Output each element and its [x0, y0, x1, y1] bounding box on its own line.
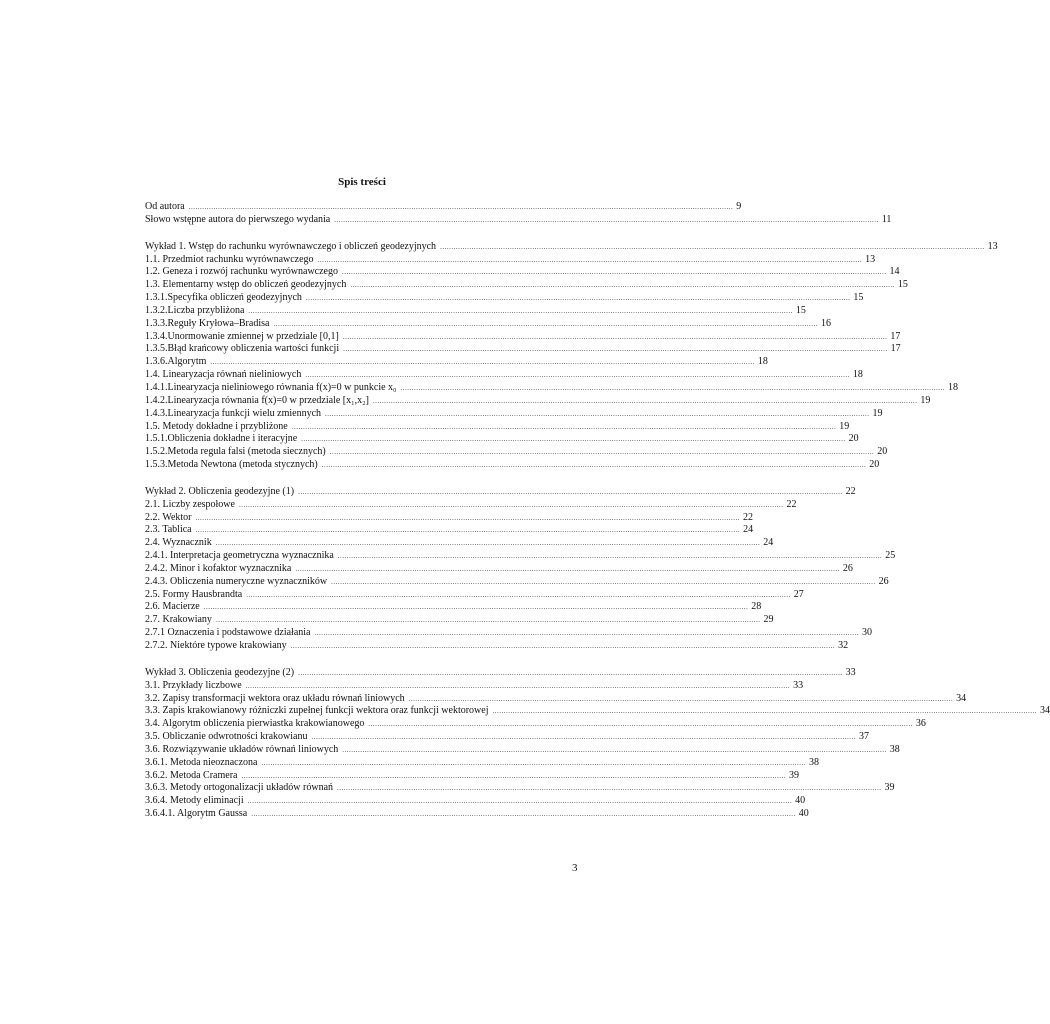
toc-entry-page: 17 — [890, 343, 901, 355]
toc-dot-leader — [311, 731, 856, 744]
toc-entry-page: 18 — [757, 356, 768, 368]
toc-entry-page: 40 — [795, 795, 806, 807]
toc-dot-leader — [246, 589, 791, 602]
toc-group — [145, 485, 896, 653]
toc-entry-number: 1.3.5. — [145, 343, 168, 355]
toc-entry-title: Wykład 3. Obliczenia geodezyjne (2) — [145, 666, 295, 678]
toc-entry — [145, 381, 959, 395]
toc-dot-leader — [493, 705, 1038, 718]
table-of-contents — [145, 201, 1050, 835]
toc-entry-title: 2.4. Wyznacznik — [145, 537, 212, 549]
toc-dot-leader — [196, 512, 741, 525]
toc-dot-leader — [315, 627, 860, 640]
toc-entry-page: 34 — [1040, 705, 1050, 717]
toc-entry-title: 2.7.2. Niektóre typowe krakowiany — [145, 640, 287, 651]
toc-entry-page: 19 — [839, 420, 850, 432]
toc-dot-leader — [248, 305, 793, 318]
toc-entry — [145, 356, 768, 369]
toc-entry-number: 1.3.4. — [145, 330, 168, 342]
toc-entry-title: 1.1. Przedmiot rachunku wyrównawczego — [145, 253, 314, 265]
toc-entry-title: 2.7.1 Oznaczenia i podstawowe działania — [145, 627, 311, 639]
toc-entry-title: 1.4. Linearyzacja równań nieliniowych — [145, 369, 302, 381]
toc-entry-page: 39 — [884, 782, 895, 794]
toc-entry — [145, 640, 849, 653]
toc-entry — [145, 575, 889, 589]
toc-entry — [145, 304, 806, 318]
toc-dot-leader — [334, 214, 879, 227]
toc-dot-leader — [342, 744, 887, 757]
toc-dot-leader — [261, 757, 806, 770]
toc-dot-leader — [342, 266, 887, 279]
toc-entry-title: Linearyzacja równania f(x)=0 w przedziale [x₁,x₂] — [167, 394, 369, 406]
toc-entry — [145, 420, 850, 434]
toc-dot-leader — [292, 421, 837, 434]
toc-entry-title: Wykład 1. Wstęp do rachunku wyrównawczego i obliczeń geodezyjnych — [145, 240, 437, 252]
toc-dot-leader — [325, 408, 870, 421]
toc-entry — [145, 601, 762, 614]
toc-entry-page: 26 — [842, 562, 853, 574]
toc-dot-leader — [248, 795, 793, 808]
toc-entry-title: 1.2. Geneza i rozwój rachunku wyrównawczego — [145, 266, 338, 278]
toc-entry — [145, 485, 856, 499]
toc-entry-page: 27 — [793, 588, 804, 600]
toc-entry-page: 9 — [736, 201, 742, 212]
toc-entry-title: Słowo wstępne autora do pierwszego wydania — [145, 213, 331, 225]
toc-dot-leader — [318, 254, 863, 267]
toc-entry-page: 20 — [869, 459, 880, 471]
toc-entry — [145, 511, 754, 525]
toc-entry — [145, 614, 774, 627]
toc-dot-leader — [189, 201, 734, 214]
toc-entry-page: 25 — [885, 550, 896, 562]
toc-entry-number: 1.4.1. — [145, 381, 168, 393]
toc-entry-title: 1.5. Metody dokładne i przybliżone — [145, 420, 288, 432]
toc-entry-page: 37 — [858, 731, 869, 743]
toc-dot-leader — [306, 292, 851, 305]
toc-dot-leader — [246, 680, 791, 693]
toc-entry-title: 3.6. Rozwiązywanie układów równań liniowych — [145, 743, 339, 755]
toc-entry-title: 1.3. Elementarny wstęp do obliczeń geodezyjnych — [145, 279, 347, 291]
toc-dot-leader — [273, 318, 818, 331]
toc-entry — [145, 317, 831, 331]
toc-entry-page: 29 — [763, 614, 774, 626]
toc-entry-page: 40 — [798, 808, 809, 820]
toc-entry-title: Wykład 2. Obliczenia geodezyjne (1) — [145, 485, 295, 497]
toc-dot-leader — [239, 499, 784, 512]
toc-entry-title: Od autora — [145, 201, 185, 212]
toc-entry-title: 2.7. Krakowiany — [145, 614, 212, 626]
toc-dot-leader — [204, 601, 749, 614]
toc-dot-leader — [301, 433, 846, 446]
toc-entry — [145, 498, 797, 512]
toc-entry-page: 33 — [845, 666, 856, 678]
toc-entry — [145, 459, 880, 472]
toc-entry-page: 13 — [987, 240, 998, 252]
toc-entry-number: 1.4.2. — [145, 394, 168, 406]
toc-entry-page: 22 — [845, 485, 856, 497]
toc-entry — [145, 330, 901, 344]
toc-entry-title: Obliczenia dokładne i iteracyjne — [167, 433, 298, 445]
toc-entry-number: 1.3.1. — [145, 292, 168, 304]
toc-entry-number: 1.3.6. — [145, 356, 168, 368]
toc-dot-leader — [241, 770, 786, 783]
toc-dot-leader — [210, 356, 755, 369]
toc-entry-page: 13 — [865, 253, 876, 265]
toc-entry — [145, 782, 895, 795]
toc-dot-leader — [305, 369, 850, 382]
toc-entry-title: 2.5. Formy Hausbrandta — [145, 588, 243, 600]
toc-entry — [145, 213, 892, 227]
toc-entry-page: 20 — [877, 446, 888, 458]
toc-entry-page: 38 — [889, 743, 900, 755]
toc-entry — [145, 537, 774, 550]
toc-entry — [145, 705, 1050, 718]
toc-entry-title: Błąd krańcowy obliczenia wartości funkcji — [167, 343, 340, 355]
page-title: Spis treści — [338, 176, 386, 188]
toc-dot-leader — [350, 279, 895, 292]
toc-entry-page: 36 — [915, 718, 926, 730]
toc-entry — [145, 369, 863, 382]
toc-entry-title: 2.1. Liczby zespołowe — [145, 498, 235, 510]
toc-entry — [145, 394, 931, 408]
toc-entry-page: 24 — [743, 524, 754, 536]
toc-entry — [145, 433, 859, 446]
toc-entry-number: 1.5.3. — [145, 459, 168, 471]
toc-dot-leader — [330, 446, 875, 459]
toc-entry — [145, 718, 926, 731]
toc-entry-number: 1.3.3. — [145, 317, 168, 329]
toc-entry — [145, 446, 888, 459]
toc-dot-leader — [298, 486, 843, 499]
toc-entry-number: 1.5.1. — [145, 433, 168, 445]
toc-entry-page: 19 — [920, 394, 931, 406]
toc-entry — [145, 343, 901, 356]
toc-dot-leader — [368, 718, 913, 731]
toc-entry-page: 16 — [820, 317, 831, 329]
toc-entry-title: 2.6. Macierze — [145, 601, 200, 613]
toc-entry — [145, 279, 908, 292]
toc-entry — [145, 266, 900, 279]
toc-dot-leader — [216, 537, 761, 550]
toc-dot-leader — [291, 640, 836, 653]
toc-entry-title: 3.6.4.1. Algorytm Gaussa — [145, 808, 248, 820]
toc-entry — [145, 769, 799, 783]
toc-entry-title: 3.5. Obliczanie odwrotności krakowianu — [145, 731, 308, 743]
toc-dot-leader — [373, 395, 918, 408]
toc-dot-leader — [196, 524, 741, 537]
toc-entry — [145, 550, 896, 563]
toc-entry-page: 39 — [788, 769, 799, 781]
toc-entry-page: 20 — [848, 433, 859, 445]
toc-entry-page: 28 — [751, 601, 762, 613]
toc-entry-title: 2.4.3. Obliczenia numeryczne wyznaczników — [145, 575, 328, 587]
toc-entry-title: Linearyzacja funkcji wielu zmiennych — [167, 407, 322, 419]
toc-entry-title: 2.4.1. Interpretacja geometryczna wyznacznika — [145, 550, 334, 562]
toc-entry — [145, 756, 819, 770]
toc-dot-leader — [401, 382, 946, 395]
toc-entry-page: 30 — [862, 627, 872, 639]
toc-entry-page: 15 — [853, 292, 864, 304]
toc-dot-leader — [298, 667, 843, 680]
toc-entry-title: Reguły Kryłowa–Bradisa — [167, 317, 270, 329]
toc-dot-leader — [216, 614, 761, 627]
toc-entry — [145, 808, 809, 821]
toc-entry-page: 17 — [890, 330, 901, 342]
toc-entry — [145, 201, 742, 214]
toc-entry — [145, 562, 853, 576]
toc-entry-title: 2.4.2. Minor i kofaktor wyznacznika — [145, 562, 292, 574]
toc-entry-title: Algorytm — [167, 356, 207, 368]
toc-entry-page: 38 — [808, 756, 819, 768]
page-number: 3 — [572, 862, 578, 874]
toc-dot-leader — [343, 331, 888, 344]
toc-entry — [145, 253, 876, 267]
toc-dot-leader — [295, 563, 840, 576]
toc-dot-leader — [440, 241, 985, 254]
toc-entry — [145, 292, 864, 305]
toc-entry-page: 18 — [948, 381, 959, 393]
toc-entry-title: Linearyzacja nieliniowego równania f(x)=0 w punkcie x₀ — [167, 381, 397, 393]
toc-entry-page: 19 — [872, 407, 883, 419]
toc-entry-title: 3.6.4. Metody eliminacji — [145, 795, 244, 807]
toc-entry — [145, 627, 872, 640]
toc-entry-page: 18 — [852, 369, 863, 381]
toc-group — [145, 666, 1050, 821]
toc-entry-page: 32 — [838, 640, 849, 651]
toc-entry-page: 11 — [881, 213, 892, 225]
toc-entry-page: 15 — [897, 279, 908, 291]
toc-entry — [145, 692, 967, 706]
toc-dot-leader — [338, 550, 883, 563]
toc-entry-title: Unormowanie zmiennej w przedziale [0,1] — [167, 330, 339, 342]
toc-entry-title: Metoda Newtona (metoda stycznych) — [167, 459, 318, 471]
toc-dot-leader — [322, 459, 867, 472]
toc-entry-page: 34 — [956, 692, 967, 704]
toc-entry — [145, 795, 806, 808]
toc-entry-title: Metoda regula falsi (metoda siecznych) — [167, 446, 326, 458]
toc-entry — [145, 524, 754, 537]
toc-entry-number: 1.3.2. — [145, 304, 168, 316]
toc-dot-leader — [251, 808, 796, 821]
toc-entry-title: 2.2. Wektor — [145, 511, 192, 523]
toc-entry-title: 3.1. Przykłady liczbowe — [145, 679, 242, 691]
toc-entry-page: 22 — [743, 511, 754, 523]
toc-entry — [145, 240, 998, 254]
toc-entry-title: Specyfika obliczeń geodezyjnych — [167, 292, 302, 304]
toc-entry — [145, 731, 869, 744]
toc-entry-title: 3.4. Algorytm obliczenia pierwiastka krakowianowego — [145, 718, 365, 730]
toc-entry-page: 26 — [878, 575, 889, 587]
toc-entry-page: 33 — [793, 679, 804, 691]
toc-entry — [145, 588, 804, 602]
toc-entry — [145, 666, 856, 680]
toc-entry-page: 14 — [889, 266, 900, 278]
toc-entry — [145, 407, 883, 421]
toc-entry-title: 3.3. Zapis krakowianowy różniczki zupełnej funkcji wektora oraz funkcji wektorowej — [145, 705, 489, 717]
toc-dot-leader — [331, 576, 876, 589]
toc-entry-title: 3.6.1. Metoda nieoznaczona — [145, 756, 258, 768]
toc-dot-leader — [337, 782, 882, 795]
toc-group — [145, 240, 998, 472]
toc-entry — [145, 743, 900, 757]
toc-entry — [145, 679, 804, 693]
toc-entry-title: 3.6.3. Metody ortogonalizacji układów równań — [145, 782, 334, 794]
toc-entry-number: 1.5.2. — [145, 446, 168, 458]
toc-entry-page: 15 — [795, 304, 806, 316]
toc-entry-number: 1.4.3. — [145, 407, 168, 419]
toc-entry-page: 22 — [786, 498, 797, 510]
toc-entry-title: 2.3. Tablica — [145, 524, 192, 536]
toc-entry-title: 3.6.2. Metoda Cramera — [145, 769, 238, 781]
toc-entry-title: 3.2. Zapisy transformacji wektora oraz układu równań liniowych — [145, 692, 405, 704]
toc-dot-leader — [343, 343, 888, 356]
toc-entry-page: 24 — [763, 537, 774, 549]
toc-group — [145, 201, 892, 227]
toc-dot-leader — [409, 693, 954, 706]
toc-entry-title: Liczba przybliżona — [167, 304, 245, 316]
